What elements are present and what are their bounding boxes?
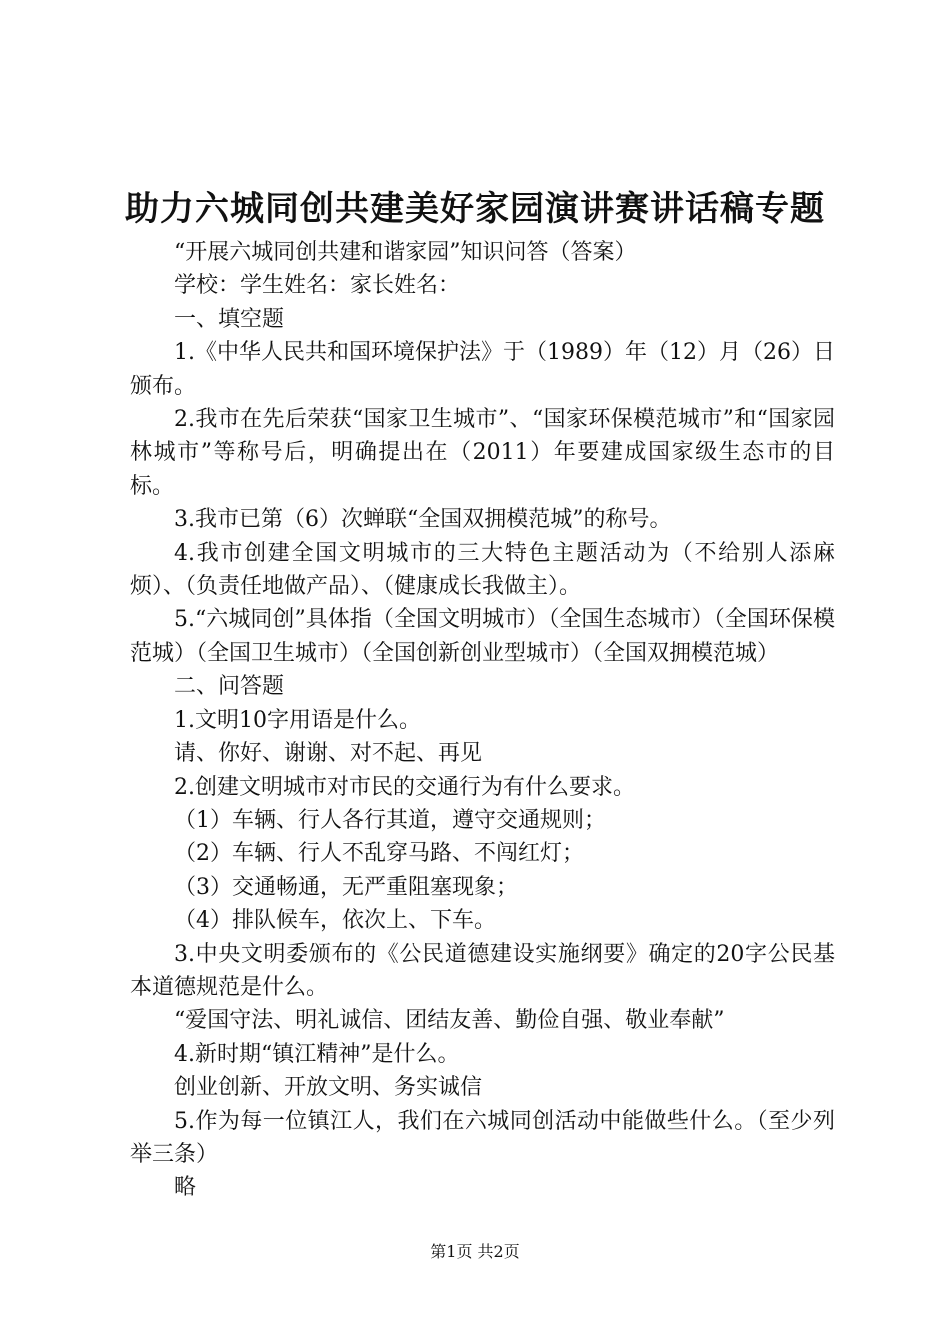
paragraph: 1.《中华人民共和国环境保护法》于（1989）年（12）月（26）日颁布。 [130,340,835,399]
paragraph: 创业创新、开放文明、务实诚信 [174,1075,483,1101]
paragraph: 略 [174,1175,197,1201]
page-footer: 第1页 共2页 [430,1242,520,1261]
document-body [130,236,835,1205]
document-title: 助力六城同创共建美好家园演讲赛讲话稿专题 [125,189,825,229]
paragraph: （1）车辆、行人各行其道，遵守交通规则； [174,807,606,833]
section-heading-fill-in: 一、填空题 [174,306,285,332]
paragraph-quiz-heading: “开展六城同创共建和谐家园”知识问答（答案） [174,240,637,265]
paragraph: 5.“六城同创”具体指（全国文明城市）（全国生态城市）（全国环保模范城）（全国卫生城市）（全国创新创业型城市）（全国双拥模范城） [130,607,835,666]
paragraph: 4.我市创建全国文明城市的三大特色主题活动为（不给别人添麻烦）、（负责任地做产品）、（健康成长我做主）。 [130,540,835,600]
paragraph: 2.我市在先后荣获“国家卫生城市”、“国家环保模范城市”和“国家园林城市”等称号后，明确提出在（2011）年要建成国家级生态市的目标。 [130,407,835,499]
paragraph: 2.创建文明城市对市民的交通行为有什么要求。 [174,774,635,800]
paragraph: “爱国守法、明礼诚信、团结友善、勤俭自强、敬业奉献” [174,1008,725,1034]
paragraph: （2）车辆、行人不乱穿马路、不闯红灯； [174,841,584,867]
paragraph: （3）交通畅通，无严重阻塞现象； [174,874,518,900]
paragraph: 4.新时期“镇江精神”是什么。 [174,1041,460,1067]
section-heading-qa: 二、问答题 [174,674,285,700]
paragraph: 3.我市已第（6）次蝉联“全国双拥模范城”的称号。 [174,507,672,533]
paragraph: 3.中央文明委颁布的《公民道德建设实施纲要》确定的20字公民基本道德规范是什么。 [130,941,835,1000]
paragraph: 请、你好、谢谢、对不起、再见 [174,741,483,767]
paragraph-form-fields: 学校：学生姓名：家长姓名： [174,273,461,299]
paragraph: （4）排队候车，依次上、下车。 [174,908,496,934]
paragraph: 1.文明10字用语是什么。 [174,707,421,733]
paragraph: 5.作为每一位镇江人，我们在六城同创活动中能做些什么。（至少列举三条） [130,1108,835,1167]
